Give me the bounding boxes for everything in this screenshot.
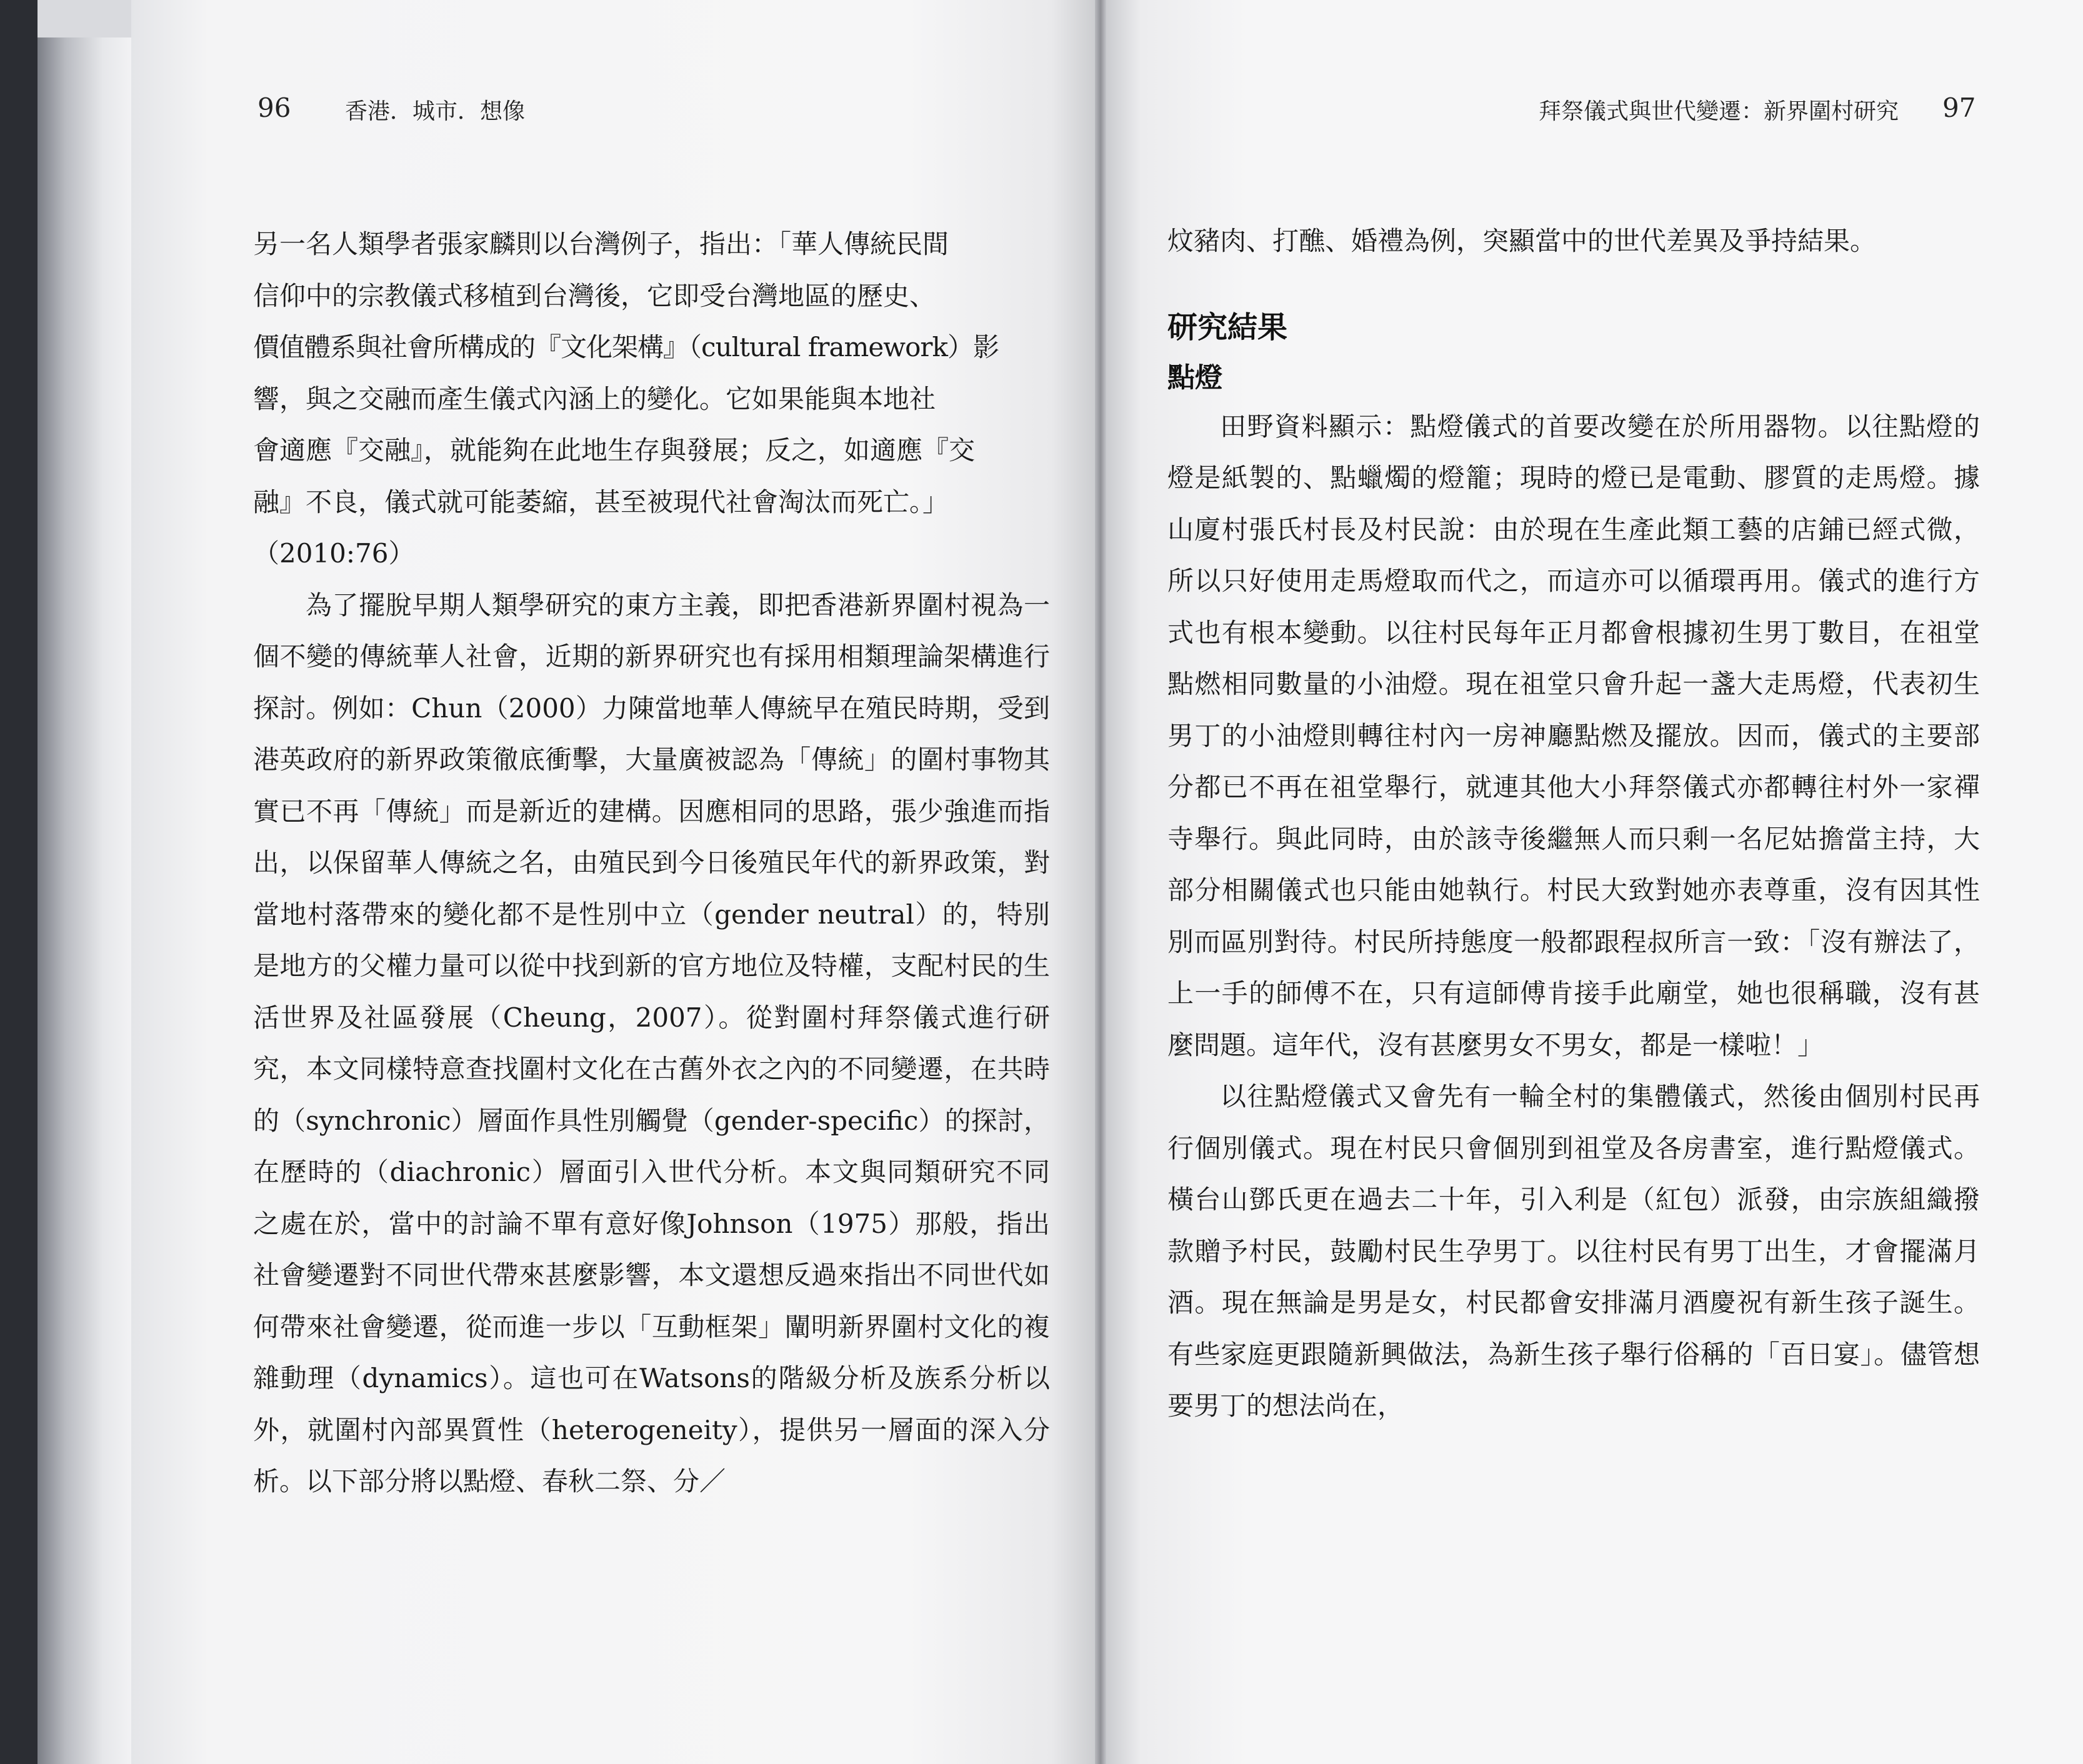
page-edges <box>37 37 131 1764</box>
paragraph-quote-line-4: 響，與之交融而產生儀式內涵上的變化。它如果能與本地社 <box>253 383 936 414</box>
right-page-body <box>1167 216 1980 1432</box>
left-page-body <box>253 219 1050 1508</box>
paragraph-quote-line-3: 價值體系與社會所構成的『文化架構』（cultural framework）影 <box>253 332 999 362</box>
right-page-number: 97 <box>1942 92 1976 123</box>
paragraph-fieldwork: 田野資料顯示：點燈儀式的首要改變在於所用器物。以往點燈的燈是紙製的、點蠟燭的燈籠；現時的燈已是電動、膠質的走馬燈。據山廈村張氏村長及村民說：由於現在生產此類工藝的店鋪已經式微，所以只好使用走馬燈取而代之，而這亦可以循環再用。儀式的進行方式也有根本變動。以往村民每年正月都會根據初生男丁數目，在祖堂點燃相同數量的小油燈。現在祖堂只會升起一盞大走馬燈，代表初生男丁的小油燈則轉往村內一房神廳點燃及擺放。因而，儀式的主要部分都已不再在祖堂舉行，就連其他大小拜祭儀式亦都轉往村外一家禪寺舉行。與此同時，由於該寺後繼無人而只剩一名尼姑擔當主持，大部分相關儀式也只能由她執行。村民大致對她亦表尊重，沒有因其性別而區別對待。村民所持態度一般都跟程叔所言一致：「沒有辦法了，上一手的師傅不在，只有這師傅肯接手此廟堂，她也很稱職，沒有甚麼問題。這年代，沒有甚麼男女不男女，都是一樣啦！」 <box>1167 411 1980 1060</box>
paragraph-quote-line-1: 另一名人類學者張家麟則以台灣例子，指出：「華人傳統民間 <box>253 229 949 259</box>
left-page-number: 96 <box>257 92 291 123</box>
left-running-head: 香港．城市．想像 <box>345 99 526 124</box>
paragraph-quote-line-2: 信仰中的宗教儀式移植到台灣後，它即受台灣地區的歷史、 <box>253 280 936 311</box>
opening-line: 炆豬肉、打醮、婚禮為例，突顯當中的世代差異及爭持結果。 <box>1167 226 1877 256</box>
subsection-heading: 點燈 <box>1167 361 1222 394</box>
paragraph-quote-line-6: 融』不良，儀式就可能萎縮，甚至被現代社會淘汰而死亡。」 <box>253 486 949 517</box>
paragraph-quote-line-5: 會適應『交融』，就能夠在此地生存與發展；反之，如適應『交 <box>253 435 976 466</box>
paragraph-lighting-ritual: 以往點燈儀式又會先有一輪全村的集體儀式，然後由個別村民再行個別儀式。現在村民只會個別到祖堂及各房書室，進行點燈儀式。橫台山鄧氏更在過去二十年，引入利是（紅包）派發，由宗族組織撥款贈予村民，鼓勵村民生孕男丁。以往村民有男丁出生，才會擺滿月酒。現在無論是男是女，村民都會安排滿月酒慶祝有新生孩子誕生。有些家庭更跟隨新興做法，為新生孩子舉行俗稱的「百日宴」。儘管想要男丁的想法尚在， <box>1167 1081 1980 1421</box>
book-gutter <box>1095 0 1106 1764</box>
section-heading: 研究結果 <box>1167 309 1288 345</box>
paragraph-citation: （2010:76） <box>253 538 415 569</box>
paragraph-orientalism: 為了擺脫早期人類學研究的東方主義，即把香港新界圍村視為一個不變的傳統華人社會，近期的新界研究也有採用相類理論架構進行探討。例如：Chun（2000）力陳當地華人傳統早在殖民時期，受到港英政府的新界政策徹底衝擊，大量廣被認為「傳統」的圍村事物其實已不再「傳統」而是新近的建構。因應相同的思路，張少強進而指出，以保留華人傳統之名，由殖民到今日後殖民年代的新界政策，對當地村落帶來的變化都不是性別中立（gender neutral）的，特別是地方的父權力量可以從中找到新的官方地位及特權，支配村民的生活世界及社區發展（Cheung，2007）。從對圍村拜祭儀式進行研究，本文同樣特意查找圍村文化在古舊外衣之內的不同變遷，在共時的（synchronic）層面作具性別觸覺（gender-specific）的探討，在歷時的（diachronic）層面引入世代分析。本文與同類研究不同之處在於，當中的討論不單有意好像Johnson（1975）那般，指出社會變遷對不同世代帶來甚麼影響，本文還想反過來指出不同世代如何帶來社會變遷，從而進一步以「互動框架」闡明新界圍村文化的複雜動理（dynamics）。這也可在Watsons的階級分析及族系分析以外，就圍村內部異質性（heterogeneity），提供另一層面的深入分析。以下部分將以點燈、春秋二祭、分／ <box>253 589 1051 1497</box>
right-running-head: 拜祭儀式與世代變遷：新界圍村研究 <box>1539 99 1899 124</box>
